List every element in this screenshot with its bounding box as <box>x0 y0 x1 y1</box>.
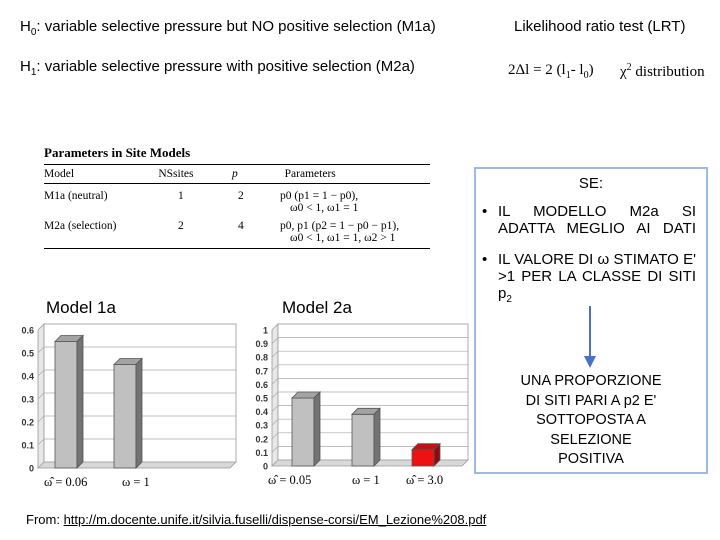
cell-parameters <box>280 220 430 244</box>
cell-model: M1a (neutral) <box>44 190 108 202</box>
bar-side <box>136 359 142 469</box>
source-prefix: From: <box>26 512 64 527</box>
bar-side <box>374 408 380 466</box>
y-tick-label: 0.2 <box>255 434 268 445</box>
y-tick-label: 0.2 <box>21 417 34 428</box>
h0-symbol: H <box>20 18 31 35</box>
cell-nssites: 1 <box>178 190 184 202</box>
chi-text: distribution <box>631 64 705 80</box>
chart-title-model-1a: Model 1a <box>46 298 116 317</box>
param-line: ω0 < 1, ω1 = 1 <box>290 202 359 214</box>
y-tick-label: 0.4 <box>21 371 34 382</box>
conclusion-line: POSITIVA <box>558 451 624 467</box>
bar-front <box>114 365 136 469</box>
bar <box>114 359 142 469</box>
h1-subscript: 1 <box>30 67 37 78</box>
lrt-sub: 0 <box>583 70 589 81</box>
lrt-formula-part: ) <box>588 62 594 78</box>
table-row <box>44 218 430 246</box>
chi-square-distribution <box>620 62 705 81</box>
header-model: Model <box>44 168 75 180</box>
se-bullet-2-main: IL VALORE DI ω STIMATO E' >1 PER LA CLASSE DI SITI p <box>498 251 696 302</box>
y-tick-label: 0.3 <box>255 420 268 431</box>
bar-front <box>55 342 77 469</box>
x-category-label: ω = 1 <box>352 473 380 487</box>
conclusion-line: DI SITI PARI A p2 E' <box>525 392 657 409</box>
header-nssites: NSsites <box>158 168 194 180</box>
bar <box>412 444 440 466</box>
conclusion-line: SOTTOPOSTA A <box>536 412 646 428</box>
bar <box>352 408 380 466</box>
bullet-dot-icon: • <box>482 251 488 268</box>
hypothesis-h1 <box>20 58 415 78</box>
y-tick-label: 1 <box>262 325 268 336</box>
param-line: p0, p1 (p2 = 1 − p0 − p1), <box>280 220 400 232</box>
bar-front <box>292 398 314 466</box>
y-tick-label: 0 <box>28 463 34 474</box>
source-citation <box>26 512 486 527</box>
x-category-label: ω̂ = 3.0 <box>406 473 444 487</box>
header-p: p <box>231 168 238 180</box>
cell-nssites: 2 <box>178 220 184 232</box>
y-tick-label: 0.8 <box>255 352 268 363</box>
lrt-sub: 1 <box>565 70 571 81</box>
se-bullet-2-sub: 2 <box>506 294 512 305</box>
bar <box>292 392 320 466</box>
param-line: ω0 < 1, ω1 = 1, ω2 > 1 <box>290 232 396 244</box>
x-category-label: ω̂ = 0.05 <box>268 473 312 487</box>
lrt-title: Likelihood ratio test (LRT) <box>514 18 686 35</box>
model-1a-bar-chart <box>0 318 240 490</box>
cell-p: 4 <box>238 220 244 232</box>
y-tick-label: 0.9 <box>255 339 268 350</box>
cell-model: M2a (selection) <box>44 220 117 232</box>
table-row <box>44 188 430 216</box>
parameters-table-title: Parameters in Site Models <box>44 145 430 165</box>
bar <box>55 336 83 469</box>
conclusion-line: UNA PROPORZIONE <box>520 373 662 389</box>
se-bullet-2-text <box>498 251 696 308</box>
h1-text: : variable selective pressure with positive selection (M2a) <box>36 58 415 75</box>
x-category-label: ω = 1 <box>122 475 150 489</box>
x-category-label: ω̂ = 0.06 <box>44 475 88 489</box>
y-tick-label: 0.4 <box>255 407 268 418</box>
chart-title-model-2a: Model 2a <box>282 298 352 317</box>
y-tick-label: 0.5 <box>21 348 34 359</box>
lrt-formula-part: 2Δl = 2 (l <box>508 62 566 78</box>
bar-side <box>314 392 320 466</box>
down-arrow-icon <box>580 306 600 370</box>
y-tick-label: 0.7 <box>255 366 268 377</box>
model-2a-bar-chart <box>240 318 472 490</box>
lrt-formula <box>508 62 594 81</box>
parameters-table <box>44 145 430 249</box>
y-tick-label: 0.3 <box>21 394 34 405</box>
y-tick-label: 0.5 <box>255 393 268 404</box>
source-link[interactable]: http://m.docente.unife.it/silvia.fuselli/dispense-corsi/EM_Lezione%208.pdf <box>63 512 487 527</box>
cell-p: 2 <box>238 190 244 202</box>
parameters-table-header <box>44 165 430 184</box>
se-bullet-2 <box>482 251 696 308</box>
header-parameters: Parameters <box>284 168 336 180</box>
se-box <box>474 167 708 474</box>
h0-text: : variable selective pressure but NO positive selection (M1a) <box>36 18 436 35</box>
y-tick-label: 0.1 <box>255 447 268 458</box>
chi-superscript: 2 <box>626 62 632 73</box>
param-line: p0 (p1 = 1 − p0), <box>280 190 359 202</box>
y-tick-label: 0.6 <box>255 379 268 390</box>
cell-parameters <box>280 190 430 214</box>
table-bottom-rule <box>44 248 430 249</box>
y-tick-label: 0 <box>262 461 268 472</box>
chi-symbol: χ <box>620 64 627 80</box>
h0-subscript: 0 <box>30 27 37 38</box>
lrt-formula-part: - l <box>570 62 584 78</box>
bar-front <box>412 450 434 466</box>
h1-symbol: H <box>20 58 31 75</box>
y-tick-label: 0.1 <box>21 440 34 451</box>
se-bullet-1-text: IL MODELLO M2a SI ADATTA MEGLIO AI DATI <box>498 203 696 237</box>
bullet-dot-icon: • <box>482 203 488 220</box>
bar-front <box>352 414 374 466</box>
se-conclusion <box>476 372 706 470</box>
se-title: SE: <box>578 175 604 192</box>
se-bullet-1 <box>482 203 696 237</box>
hypothesis-h0 <box>20 18 436 38</box>
conclusion-line: SELEZIONE <box>550 431 632 448</box>
bar-side <box>77 336 83 469</box>
y-tick-label: 0.6 <box>21 325 34 336</box>
